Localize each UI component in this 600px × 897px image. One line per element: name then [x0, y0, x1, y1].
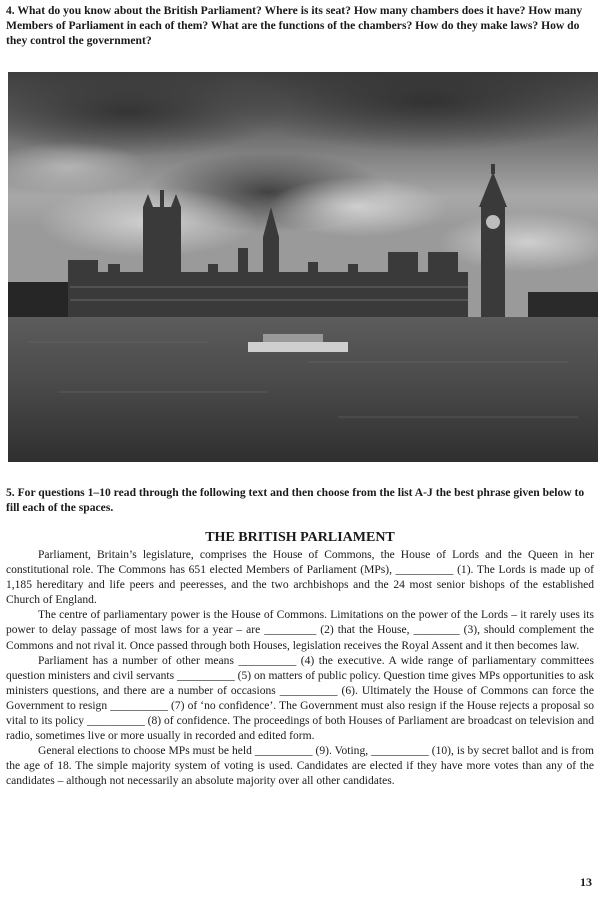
article-paragraph-4: General elections to choose MPs must be held __________ (9). Voting, __________ (10), is by secret ballot and is from the age of 18. The simple majority system of voting is used. Candidates are elected if they have more votes than any of the candidates – although not necessarily an absolute majority over all other candidates. [6, 745, 594, 788]
article-paragraph-1: Parliament, Britain’s legislature, comprises the House of Commons, the House of Lords and the Queen in her constitutional role. The Commons has 651 elected Members of Parliament (MPs), __________ (1). The Lords is made up of 1,185 hereditary and life peers and peeresses, and the two archbishops and the 24 most senior bishops of the established Church of England. [6, 549, 594, 607]
page-number: 13 [580, 875, 592, 889]
westminster-photo [8, 72, 598, 462]
task-5-instructions: 5. For questions 1–10 read through the following text and then choose from the list A-J the best phrase given below to fill each of the spaces. [6, 486, 585, 514]
article-paragraph-2: The centre of parliamentary power is the House of Commons. Limitations on the power of the Lords – it rarely uses its power to delay passage of most laws for a year – are _________ (2) that the House, ________ (3), should complement the Commons and not rival it. Once passed through both Houses, legislation receives the Royal Assent and it then becomes law. [6, 609, 594, 652]
task-4-question: 4. What do you know about the British Parliament? Where is its seat? How many chambers does it have? How many Members of Parliament in each of them? What are the functions of the chambers? How do they make laws? How do they control the government? [6, 4, 583, 47]
article-body [6, 548, 594, 790]
article-title: THE BRITISH PARLIAMENT [205, 530, 395, 545]
article-paragraph-3: Parliament has a number of other means __________ (4) the executive. A wide range of parliamentary committees question ministers and civil servants __________ (5) on matters of public policy. Question time gives MPs opportunities to ask ministers questions, and there are a number of occasions __________ (6). Ultimately the House of Commons can force the Government to resign __________ (7) of ‘no confidence’. The Government must also resign if the House rejects a proposal so vital to its policy __________ (8) of confidence. The proceedings of both Houses of Parliament are broadcast on television and radio, sometimes live or more usually in recorded and edited form. [6, 654, 594, 743]
